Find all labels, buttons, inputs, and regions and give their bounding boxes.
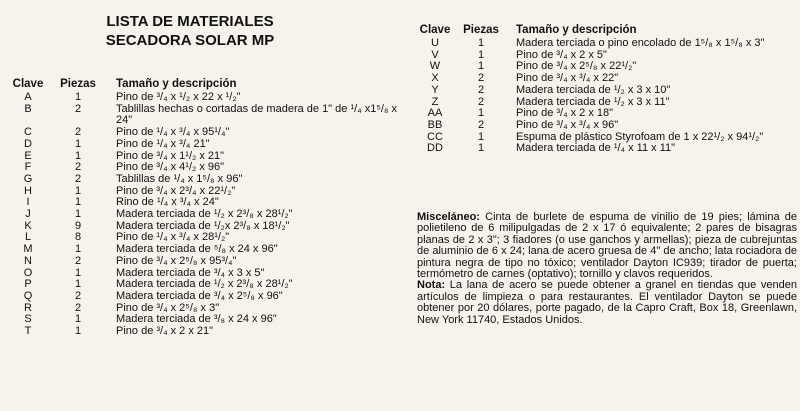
row-piezas: 1 [477,130,485,143]
table-header [414,24,798,37]
header-piezas: Piezas [60,78,96,90]
row-clave: P [24,278,32,291]
row-piezas: 1 [74,184,82,197]
row-clave: R [24,301,32,314]
row-piezas: 1 [74,313,82,326]
table-row [6,174,410,186]
row-piezas: 2 [74,172,82,185]
row-clave: T [24,325,32,338]
row-piezas: 2 [74,254,82,267]
row-piezas: 1 [74,91,82,103]
table-row [6,104,410,127]
nota-paragraph [417,280,797,326]
row-descripcion: Madera terciada de ¹/₂x 2³/₈ x 18¹/₂" [116,219,290,232]
row-descripcion: Pino de ³/₄ x 2⁵/₈ x 95³/₄" [116,254,237,267]
row-clave: CC [427,130,443,143]
table-row [6,139,410,151]
nota-label: Nota: [417,279,446,292]
row-piezas: 2 [477,83,485,96]
table-body [414,38,798,155]
row-clave: E [24,149,32,162]
table-row [6,291,410,303]
row-clave: W [429,60,441,73]
title-line-2: SECADORA SOLAR MP [105,32,275,49]
row-descripcion: Tablillas hechas o cortadas de madera de 1" de ¹/₄ x1⁵/₈ x 24" [116,102,398,127]
row-piezas: 2 [74,161,82,174]
table-row [6,92,410,104]
row-clave: Y [431,83,439,96]
row-clave: N [24,254,32,267]
row-piezas: 8 [74,231,82,244]
row-clave: Q [23,289,33,302]
row-piezas: 1 [74,243,82,256]
row-piezas: 1 [477,142,485,155]
row-clave: H [24,184,32,197]
row-descripcion: Madera terciada de ³/₈ x 24 x 96" [116,313,277,326]
header-piezas: Piezas [463,24,499,36]
row-descripcion: Espuma de plástico Styrofoam de 1 x 22¹/₂ x 94¹/₂" [516,130,764,143]
row-clave: V [431,48,439,61]
row-clave: AA [427,107,443,120]
row-descripcion: Pino de ¹/₄ x ³/₄ x 28¹/₂" [116,231,230,244]
misc-paragraph [417,212,797,280]
table-header [6,78,410,91]
row-clave: BB [427,118,443,131]
row-descripcion: Pino de ³/₄ x ³/₄ x 96" [516,118,619,131]
row-clave: A [24,91,32,103]
row-clave: S [24,313,32,326]
row-descripcion: Tablillas de ¹/₄ x 1⁵/₈ x 96" [116,172,243,185]
table-row [6,326,410,338]
table-row [414,85,798,97]
row-piezas: 1 [74,196,82,209]
row-clave: X [431,72,439,85]
materials-table-right [414,24,798,155]
table-row [6,256,410,268]
row-piezas: 2 [477,95,485,108]
row-clave: C [24,126,32,139]
row-descripcion: Rino de ¹/₄ x ³/₄ x 24" [116,196,219,209]
header-descripcion: Tamaño y descripción [116,78,237,90]
row-piezas: 1 [477,60,485,73]
header-clave: Clave [419,24,451,36]
misc-label: Misceláneo: [417,211,480,223]
row-piezas: 2 [477,72,485,85]
page-title [60,12,320,50]
notes-section [417,212,797,326]
row-piezas: 2 [74,289,82,302]
table-row [414,143,798,155]
row-clave: J [25,208,31,221]
row-clave: DD [427,142,443,155]
row-descripcion: Pino de ¹/₄ x ³/₄ x 95¹/₄" [116,126,230,139]
row-clave: M [23,243,33,256]
row-descripcion: Madera terciada de ¹/₂ x 2³/₈ x 28¹/₂" [116,208,293,221]
table-row [414,120,798,132]
row-descripcion: Madera terciada de ¹/₄ x 11 x 11" [516,142,676,155]
row-piezas: 1 [74,266,82,279]
row-clave: B [24,102,32,115]
table-body [6,92,410,338]
row-descripcion: Pino de ³/₄ x ¹/₂ x 22 x ¹/₂" [116,91,241,103]
row-descripcion: Pino de ³/₄ x 4¹/₂ x 96" [116,161,225,174]
row-piezas: 1 [74,325,82,338]
row-descripcion: Madera terciada de ³/₄ x 2⁵/₈ x 96" [116,289,283,302]
row-clave: I [26,196,30,209]
row-piezas: 1 [477,37,485,49]
row-descripcion: Pino de ³/₄ x 2⁵/₈ x 22¹/₂" [516,60,637,73]
row-descripcion: Madera terciada o pino encolado de 1⁵/₈ x 1⁵/₈ x 3" [516,37,765,49]
row-clave: D [24,137,32,150]
title-line-1: LISTA DE MATERIALES [106,13,274,30]
row-clave: G [23,172,33,185]
row-piezas: 2 [74,126,82,139]
row-piezas: 1 [74,278,82,291]
row-descripcion: Pino de ³/₄ x 2 x 21" [116,325,214,338]
row-clave: U [431,37,439,49]
misc-text: Cinta de burlete de espuma de vinilio de 19 pies; lámina de polietileno de 6 milipulgadas de 2 x 17 ó equivalente; 2 pares de bisagras planas de 2 x 3"; 3 fiadores (o use ganchos y armellas); pieza de cubrejuntas de aluminio de 6 x 24; lana de acero gruesa de 4" de ancho; lata rociadora de pintura negra de tipo no tóxico; ventilador Dayton IC939; tirador de puerta; termómetro de carnes (optativo); tornillo y clavos requeridos. [417,211,797,281]
row-clave: O [23,266,33,279]
nota-text: La lana de acero se puede obtener a granel en tiendas que venden artículos de limpieza o para restaurantes. El ventilador Dayton se puede obtener por 20 dólares, porte pagado, de la Capro Craft, Box 18, Greenlawn, New York 11740, Estados Unidos. [417,279,797,326]
row-descripcion: Madera terciada de ¹/₂ x 2³/₈ x 28¹/₂" [116,278,293,291]
row-piezas: 9 [74,219,82,232]
table-row [414,38,798,50]
row-piezas: 1 [74,149,82,162]
row-descripcion: Pino de ³/₄ x 2 x 5" [516,48,607,61]
row-piezas: 1 [477,48,485,61]
row-piezas: 1 [74,137,82,150]
row-clave: Z [431,95,439,108]
row-piezas: 2 [74,102,82,115]
row-descripcion: Madera terciada de ¹/₂ x 3 x 11" [516,95,670,108]
row-piezas: 1 [477,107,485,120]
row-descripcion: Madera terciada de ¹/₂ x 3 x 10" [516,83,671,96]
row-descripcion: Pino de ³/₄ x 2 x 18" [516,107,614,120]
materials-table-left [6,78,410,338]
header-descripcion: Tamaño y descripción [516,24,637,36]
row-piezas: 1 [74,208,82,221]
row-descripcion: Pino de ³/₄ x 2⁵/₈ x 3" [116,301,220,314]
row-clave: K [24,219,32,232]
row-descripcion: Pino de ¹/₄ x ³/₄ 21" [116,137,210,150]
row-piezas: 2 [477,118,485,131]
row-clave: F [24,161,32,174]
row-clave: L [24,231,32,244]
table-row [6,209,410,221]
row-descripcion: Madera terciada de ³/₄ x 3 x 5" [116,266,265,279]
row-descripcion: Pino de ³/₄ x 1¹/₂ x 21" [116,149,225,162]
row-descripcion: Madera terciada de ⁵/₈ x 24 x 96" [116,243,278,256]
row-piezas: 2 [74,301,82,314]
row-descripcion: Pino de ³/₄ x 2³/₄ x 22¹/₂" [116,184,236,197]
row-descripcion: Pino de ³/₄ x ³/₄ x 22" [516,72,619,85]
header-clave: Clave [12,78,44,90]
